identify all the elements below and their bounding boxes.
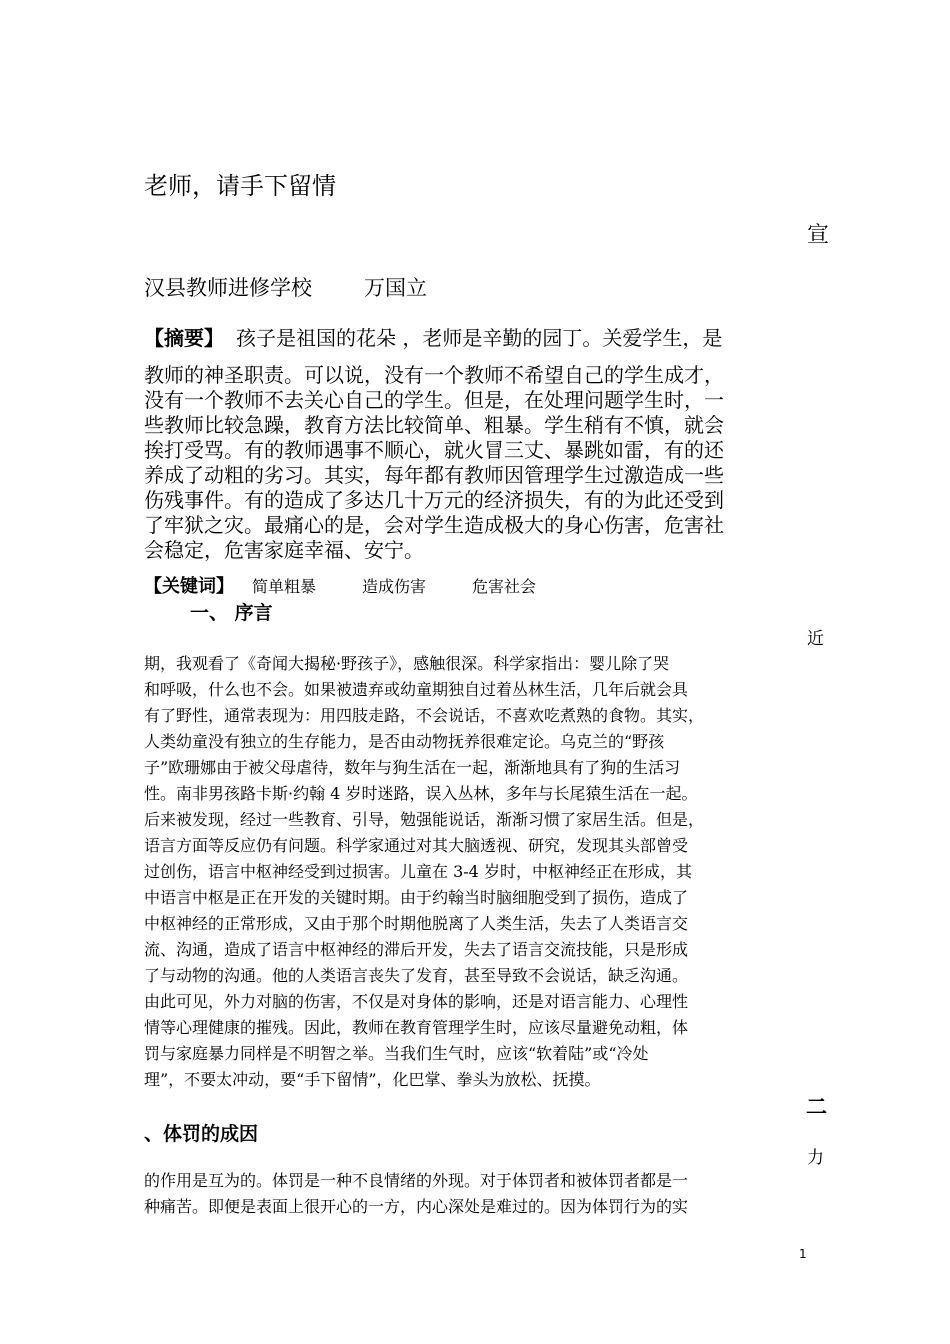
- abstract-line: 教师的神圣职责。可以说，没有一个教师不希望自己的学生成才，: [144, 363, 724, 387]
- body-line: 性。南非男孩路卡斯·约翰 4 岁时迷路，误入丛林，多年与长尾猿生活在一起。: [144, 784, 698, 803]
- abstract-line: 了牢狱之灾。最痛心的是，会对学生造成极大的身心伤害，危害社: [144, 513, 724, 537]
- body-line: 有了野性，通常表现为：用四肢走路，不会说话，不喜欢吃煮熟的食物。其实，: [144, 706, 705, 725]
- abstract-line: 会稳定，危害家庭幸福、安宁。: [144, 538, 424, 562]
- side-char-xuan: 宣: [807, 223, 830, 248]
- section1-heading: 一、 序言: [190, 602, 273, 624]
- abstract-line: 养成了动粗的劣习。其实，每年都有教师因管理学生过激造成一些: [144, 463, 724, 487]
- abstract-line: 没有一个教师不去关心自己的学生。但是，在处理问题学生时，一: [144, 388, 724, 412]
- author-line: [144, 272, 427, 302]
- body-line: 和呼吸，什么也不会。如果被遗弃或幼童期独自过着丛林生活，几年后就会具: [144, 680, 689, 699]
- keyword-item: 造成伤害: [362, 577, 427, 596]
- body-line: 种痛苦。即便是表面上很开心的一方，内心深处是难过的。因为体罚行为的实: [144, 1197, 689, 1216]
- body-line: 后来被发现，经过一些教育、引导，勉强能说话，渐渐习惯了家居生活。但是，: [144, 810, 705, 829]
- author-school: 汉县教师进修学校: [144, 276, 312, 300]
- body-line: 过创伤，语言中枢神经受到过损害。儿童在 3-4 岁时，中枢神经正在形成，其: [144, 862, 692, 881]
- side-char-li: 力: [807, 1148, 824, 1168]
- side-char-er: 二: [806, 1094, 827, 1119]
- keywords-line: [144, 572, 536, 598]
- body-line: 罚与家庭暴力同样是不明智之举。当我们生气时，应该“软着陆”或“冷处: [144, 1044, 649, 1063]
- abstract-line: 些教师比较急躁，教育方法比较简单、粗暴。学生稍有不慎，就会: [144, 413, 724, 437]
- keyword-item: 简单粗暴: [252, 577, 317, 596]
- abstract-first-line: [144, 326, 722, 350]
- body-line: 中语言中枢是正在开发的关键时期。由于约翰当时脑细胞受到了损伤，造成了: [144, 888, 689, 907]
- abstract-line: 挨打受骂。有的教师遇事不顺心，就火冒三丈、暴跳如雷，有的还: [144, 438, 724, 462]
- abstract-line: 伤残事件。有的造成了多达几十万元的经济损失，有的为此还受到: [144, 488, 724, 512]
- body-line: 期，我观看了《奇闻大揭秘·野孩子》，感触很深。科学家指出：婴儿除了哭: [144, 654, 670, 673]
- body-line: 情等心理健康的摧残。因此，教师在教育管理学生时，应该尽量避免动粗，体: [144, 1018, 689, 1037]
- side-char-jin: 近: [807, 629, 824, 649]
- body-line: 中枢神经的正常形成，又由于那个时期他脱离了人类生活，失去了人类语言交: [144, 914, 689, 933]
- body-line: 语言方面等反应仍有问题。科学家通过对其大脑透视、研究，发现其头部曾受: [144, 836, 689, 855]
- section2-heading: 、体罚的成因: [144, 1123, 259, 1145]
- author-name: 万国立: [364, 276, 427, 300]
- body-line: 人类幼童没有独立的生存能力，是否由动物抚养很难定论。乌克兰的“野孩: [144, 732, 665, 751]
- body-line: 由此可见，外力对脑的伤害，不仅是对身体的影响，还是对语言能力、心理性: [144, 992, 689, 1011]
- body-line: 子”欧珊娜由于被父母虐待，数年与狗生活在一起，渐渐地具有了狗的生活习: [144, 758, 681, 777]
- abstract-first-text: 孩子是祖国的花朵 ，老师是辛勤的园丁。关爱学生，是: [236, 326, 723, 350]
- document-title: 老师，请手下留情: [144, 172, 336, 200]
- body-line: 理”，不要太冲动，要“手下留情”，化巴掌、拳头为放松、抚摸。: [144, 1070, 601, 1089]
- abstract-label: 【摘要】: [144, 326, 224, 350]
- body-line: 流、沟通，造成了语言中枢神经的滞后开发，失去了语言交流技能，只是形成: [144, 940, 689, 959]
- body-line: 了与动物的沟通。他的人类语言丧失了发育，甚至导致不会说话，缺乏沟通。: [144, 966, 689, 985]
- body-line: 的作用是互为的。体罚是一种不良情绪的外现。对于体罚者和被体罚者都是一: [144, 1171, 689, 1190]
- page-number: 1: [799, 1247, 807, 1261]
- keyword-item: 危害社会: [472, 577, 537, 596]
- keywords-label: 【关键词】: [144, 576, 234, 597]
